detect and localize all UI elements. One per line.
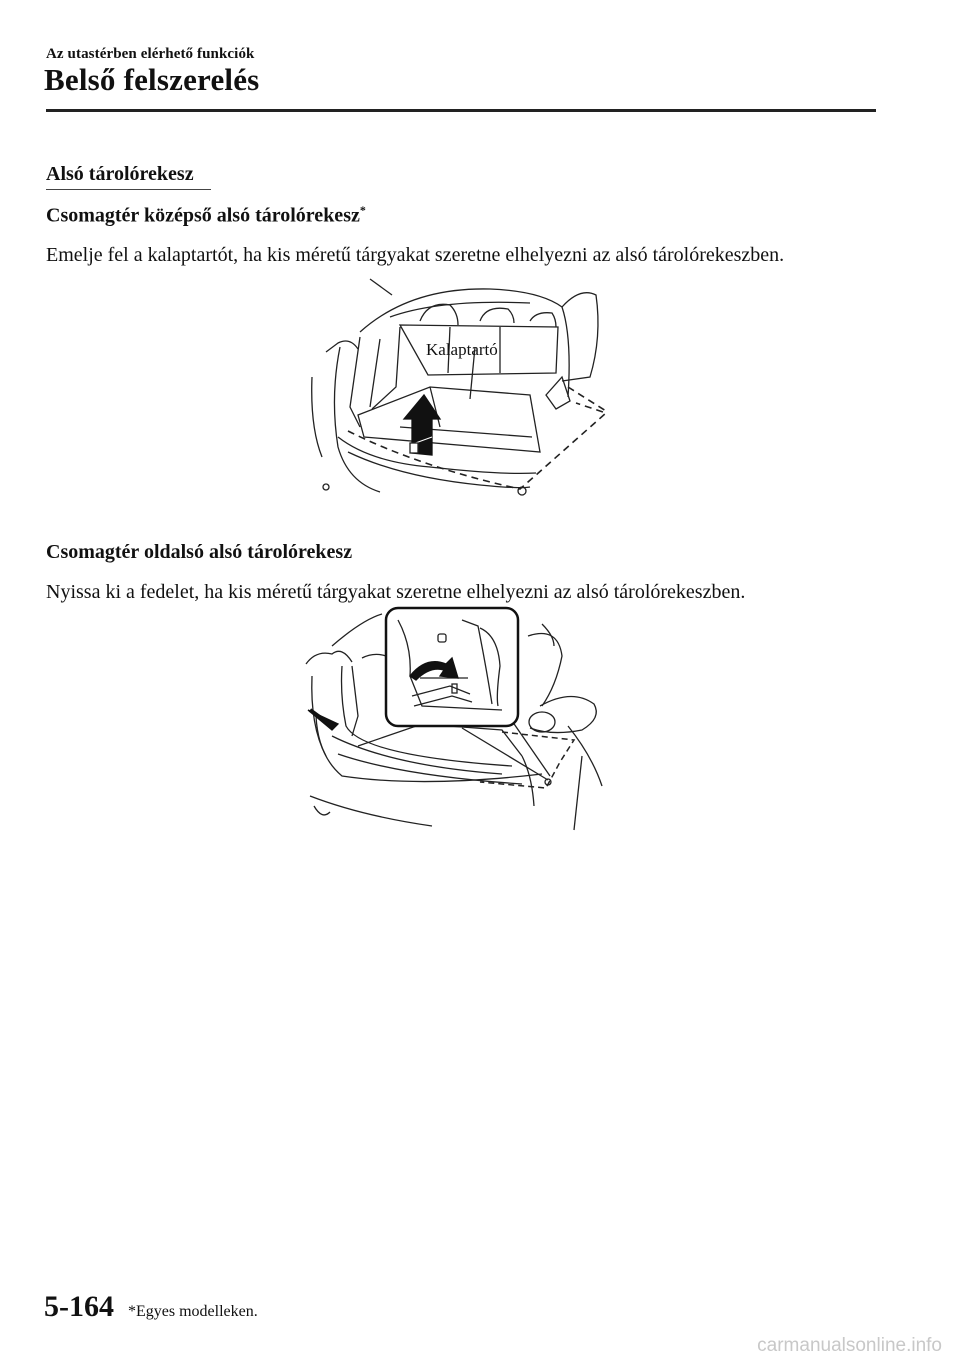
- page-number: 5-164: [44, 1290, 114, 1323]
- subheading-center-storage: [46, 203, 366, 228]
- paragraph-center-storage: Emelje fel a kalaptartót, ha kis méretű tárgyakat szeretne elhelyezni az alsó tárolórekeszben.: [46, 244, 785, 266]
- title-rule: [46, 109, 876, 112]
- subheading-side-storage: Csomagtér oldalsó alsó tárolórekesz: [46, 541, 353, 563]
- section-heading: Alsó tárolórekesz: [46, 163, 194, 185]
- page-title: Belső felszerelés: [44, 62, 260, 97]
- watermark: carmanualsonline.info: [757, 1335, 942, 1356]
- subheading-text: Csomagtér középső alsó tárolórekesz: [46, 204, 360, 227]
- footnote: *Egyes modelleken.: [128, 1303, 258, 1320]
- paragraph-side-storage: Nyissa ki a fedelet, ha kis méretű tárgyakat szeretne elhelyezni az alsó tárolórekeszben.: [46, 581, 746, 603]
- tonneau-cover-label: Kalaptartó: [426, 340, 498, 359]
- footnote-marker: *: [359, 203, 366, 217]
- heading-underline: [46, 189, 211, 190]
- cargo-side-storage-illustration: [302, 606, 606, 834]
- section-label: Az utastérben elérhető funkciók: [46, 46, 255, 62]
- cargo-center-storage-illustration: [300, 277, 612, 505]
